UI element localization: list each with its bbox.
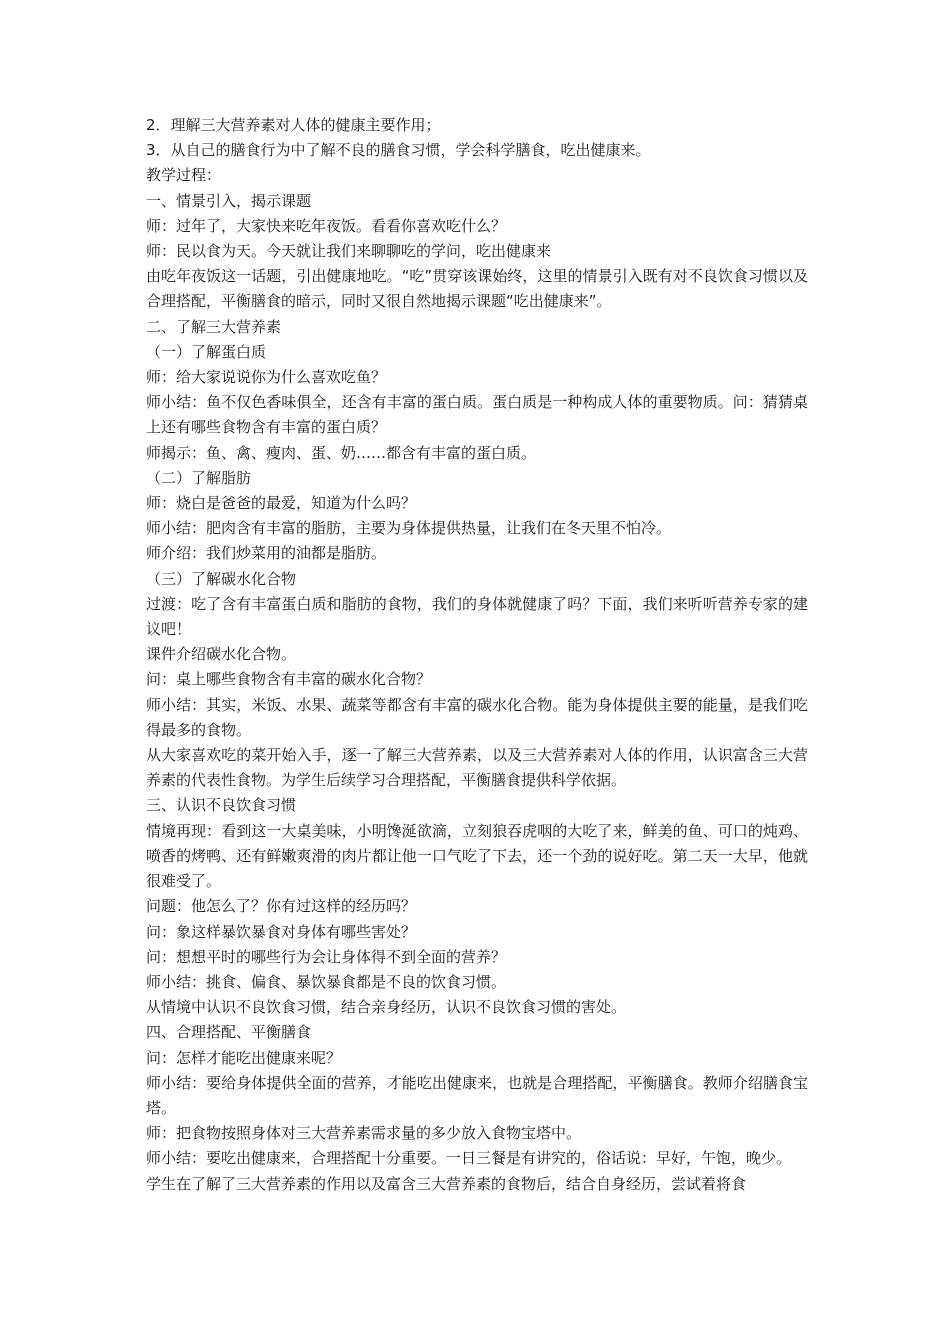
heading-section-4: 四、合理搭配、平衡膳食 <box>146 1023 312 1042</box>
paragraph: 情境再现：看到这一大桌美味，小明馋涎欲滴，立刻狼吞虎咽的大吃了来，鲜美的鱼、可口的炖鸡、喷香的烤鸭、还有鲜嫩爽滑的肉片都让他一口气吃了下去，还一个劲的说好吃。第二天一大早，他就很难受了。 <box>146 821 808 891</box>
paragraph: 师：民以食为天。今天就让我们来聊聊吃的学问，吃出健康来 <box>146 242 552 261</box>
paragraph: 师揭示：鱼、禽、瘦肉、蛋、奶……都含有丰富的蛋白质。 <box>146 443 537 462</box>
paragraph: 问：象这样暴饮暴食对身体有哪些害处？ <box>146 922 417 941</box>
paragraph: 师：过年了，大家快来吃年夜饭。看看你喜欢吃什么？ <box>146 216 507 235</box>
paragraph: 师：给大家说说你为什么喜欢吃鱼？ <box>146 368 387 387</box>
paragraph: 问题：他怎么了？你有过这样的经历吗？ <box>146 897 417 916</box>
objective-2: 2．理解三大营养素对人体的健康主要作用； <box>146 116 441 134</box>
paragraph: 由吃年夜饭这一话题，引出健康地吃。“吃”贯穿该课始终，这里的情景引入既有对不良饮食习惯以及合理搭配，平衡膳食的暗示，同时又很自然地揭示课题“吃出健康来”。 <box>146 267 808 311</box>
objective-3: 3．从自己的膳食行为中了解不良的膳食习惯，学会科学膳食，吃出健康来。 <box>146 141 651 160</box>
subheading-protein: （一）了解蛋白质 <box>146 342 267 361</box>
section-label-teaching-process: 教学过程： <box>146 166 222 185</box>
paragraph: 师小结：挑食、偏食、暴饮暴食都是不良的饮食习惯。 <box>146 972 507 991</box>
paragraph: 师小结：要给身体提供全面的营养，才能吃出健康来，也就是合理搭配，平衡膳食。教师介绍膳食宝塔。 <box>146 1073 808 1117</box>
paragraph: 学生在了解了三大营养素的作用以及富含三大营养素的食物后，结合自身经历，尝试着将食 <box>146 1174 747 1193</box>
paragraph: 师小结：要吃出健康来，合理搭配十分重要。一日三餐是有讲究的，俗话说：早好，午饱，晚少。 <box>146 1149 792 1168</box>
paragraph: 课件介绍碳水化合物。 <box>146 645 297 664</box>
paragraph: 师介绍：我们炒菜用的油都是脂肪。 <box>146 544 387 563</box>
paragraph: 师小结：其实，米饭、水果、蔬菜等都含有丰富的碳水化合物。能为身体提供主要的能量，是我们吃得最多的食物。 <box>146 695 808 739</box>
paragraph: 问：桌上哪些食物含有丰富的碳水化合物？ <box>146 670 432 689</box>
paragraph: 师小结：肥肉含有丰富的脂肪，主要为身体提供热量，让我们在冬天里不怕冷。 <box>146 519 672 538</box>
paragraph: 师：把食物按照身体对三大营养素需求量的多少放入食物宝塔中。 <box>146 1124 582 1143</box>
subheading-fat: （二）了解脂肪 <box>146 468 252 487</box>
paragraph: 师：烧白是爸爸的最爱，知道为什么吗？ <box>146 494 417 513</box>
paragraph: 从情境中认识不良饮食习惯，结合亲身经历，认识不良饮食习惯的害处。 <box>146 998 627 1017</box>
paragraph: 过渡：吃了含有丰富蛋白质和脂肪的食物，我们的身体就健康了吗？下面，我们来听听营养专家的建议吧！ <box>146 594 808 639</box>
subheading-carbohydrate: （三）了解碳水化合物 <box>146 569 297 588</box>
paragraph: 问：想想平时的哪些行为会让身体得不到全面的营养？ <box>146 947 507 966</box>
heading-section-1: 一、情景引入，揭示课题 <box>146 191 312 210</box>
paragraph: 问：怎样才能吃出健康来呢？ <box>146 1048 342 1067</box>
paragraph: 师小结：鱼不仅色香味俱全，还含有丰富的蛋白质。蛋白质是一种构成人体的重要物质。问：猜猜桌上还有哪些食物含有丰富的蛋白质？ <box>146 393 808 437</box>
document-body <box>146 113 808 1197</box>
heading-section-2: 二、了解三大营养素 <box>146 317 282 336</box>
paragraph: 从大家喜欢吃的菜开始入手，逐一了解三大营养素，以及三大营养素对人体的作用，认识富含三大营养素的代表性食物。为学生后续学习合理搭配，平衡膳食提供科学依据。 <box>146 746 808 790</box>
heading-section-3: 三、认识不良饮食习惯 <box>146 796 297 815</box>
